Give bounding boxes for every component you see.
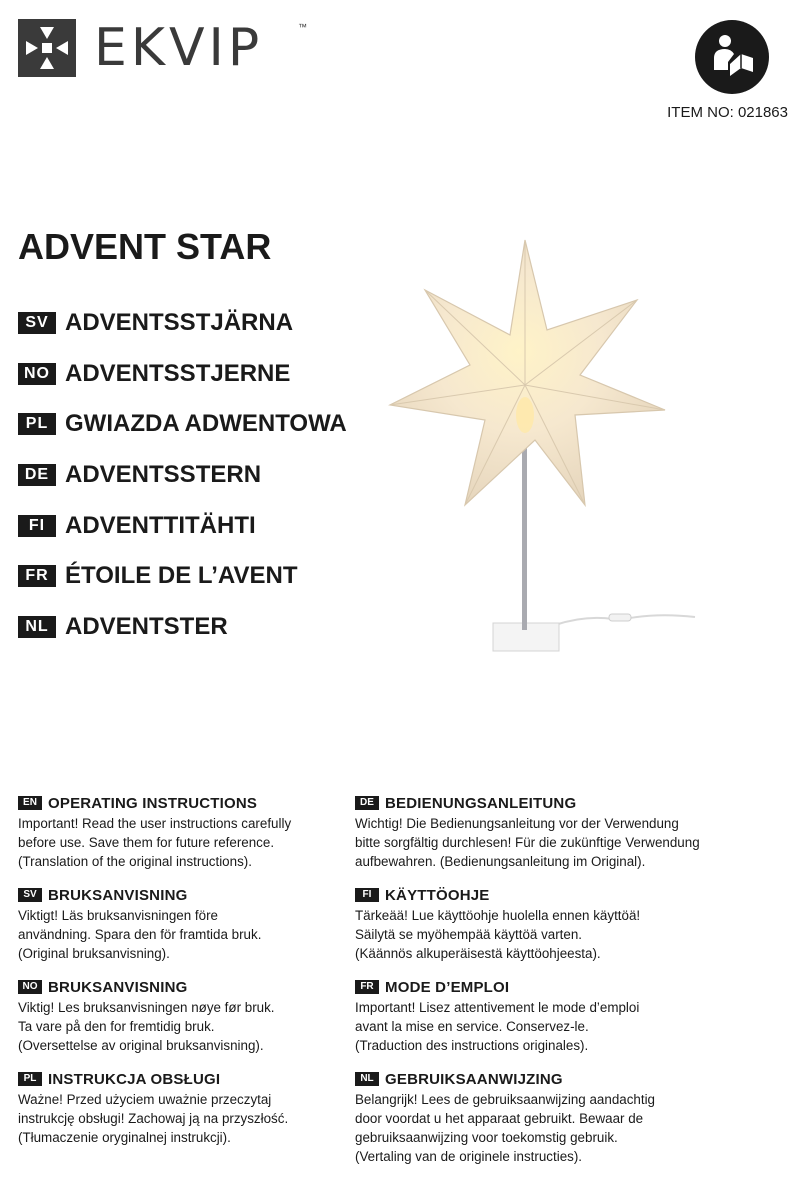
text-line: gebruiksaanwijzing voor toekomstig gebruik. (355, 1130, 618, 1145)
read-manual-icon (695, 20, 769, 94)
language-badge: NO (18, 980, 42, 994)
translated-title: GWIAZDA ADWENTOWA (65, 410, 347, 438)
section-title: OPERATING INSTRUCTIONS (48, 794, 258, 812)
text-line: användning. Spara den för framtida bruk. (18, 927, 262, 942)
language-badge: SV (18, 888, 42, 902)
section-title: GEBRUIKSAANWIJZING (385, 1070, 563, 1088)
instruction-section (18, 792, 358, 871)
translated-title-row (18, 602, 347, 653)
instructions-right-column (355, 792, 755, 1179)
section-text (18, 998, 358, 1055)
section-text (355, 814, 755, 871)
language-badge: DE (355, 796, 379, 810)
language-badge: FI (18, 515, 56, 537)
instruction-section (18, 976, 358, 1055)
language-badge: FR (355, 980, 379, 994)
translated-title: ADVENTSSTJÄRNA (65, 309, 294, 337)
text-line: Ta vare på den for fremtidig bruk. (18, 1019, 215, 1034)
text-line: before use. Save them for future reference. (18, 835, 275, 850)
brand-logo (18, 18, 307, 78)
section-title: BRUKSANVISNING (48, 978, 188, 996)
translated-title-row (18, 298, 347, 349)
translated-title-row (18, 551, 347, 602)
text-line: Important! Lisez attentivement le mode d’emploi (355, 1000, 640, 1015)
section-text (355, 1090, 755, 1166)
translated-title: ADVENTSSTERN (65, 461, 262, 489)
translated-title: ADVENTSSTJERNE (65, 359, 291, 387)
text-line: Belangrijk! Lees de gebruiksaanwijzing aandachtig (355, 1092, 655, 1107)
translated-titles (18, 298, 347, 652)
text-line: instrukcję obsługi! Zachowaj ją na przyszłość. (18, 1111, 289, 1126)
text-line: Säilytä se myöhempää käyttöä varten. (355, 927, 583, 942)
text-line: Tärkeää! Lue käyttöohje huolella ennen käyttöä! (355, 908, 641, 923)
page-title: ADVENT STAR (18, 226, 272, 267)
section-text (355, 906, 755, 963)
section-title: BRUKSANVISNING (48, 886, 188, 904)
instruction-section (355, 884, 755, 963)
language-badge: FR (18, 565, 56, 587)
translated-title: ADVENTSTER (65, 612, 228, 640)
language-badge: SV (18, 312, 56, 334)
text-line: (Tłumaczenie oryginalnej instrukcji). (18, 1130, 231, 1145)
text-line: avant la mise en service. Conservez-le. (355, 1019, 589, 1034)
language-badge: PL (18, 1072, 42, 1086)
text-line: (Traduction des instructions originales). (355, 1038, 589, 1053)
translated-title: ADVENTTITÄHTI (65, 511, 256, 539)
language-badge: FI (355, 888, 379, 902)
text-line: (Käännös alkuperäisestä käyttöohjeesta). (355, 946, 601, 961)
translated-title: ÉTOILE DE L’AVENT (65, 562, 298, 590)
section-title: BEDIENUNGSANLEITUNG (385, 794, 577, 812)
text-line: Viktigt! Läs bruksanvisningen före (18, 908, 218, 923)
language-badge: NO (18, 363, 56, 385)
section-text (355, 998, 755, 1055)
instructions-left-column (18, 792, 358, 1160)
translated-title-row (18, 450, 347, 501)
section-text (18, 906, 358, 963)
language-badge: NL (18, 616, 56, 638)
instruction-section (18, 884, 358, 963)
advent-star-lamp-image (385, 235, 700, 655)
section-title: KÄYTTÖOHJE (385, 886, 490, 904)
language-badge: NL (355, 1072, 379, 1086)
text-line: (Translation of the original instructions). (18, 854, 252, 869)
language-badge: PL (18, 413, 56, 435)
section-title: INSTRUKCJA OBSŁUGI (48, 1070, 221, 1088)
language-badge: EN (18, 796, 42, 810)
instruction-section (355, 976, 755, 1055)
language-badge: DE (18, 464, 56, 486)
text-line: Important! Read the user instructions carefully (18, 816, 292, 831)
translated-title-row (18, 349, 347, 400)
instruction-section (355, 792, 755, 871)
text-line: (Original bruksanvisning). (18, 946, 170, 961)
section-title: MODE D’EMPLOI (385, 978, 510, 996)
text-line: Ważne! Przed użyciem uważnie przeczytaj (18, 1092, 272, 1107)
text-line: bitte sorgfältig durchlesen! Für die zukünftige Verwendung (355, 835, 700, 850)
text-line: Viktig! Les bruksanvisningen nøye før bruk. (18, 1000, 275, 1015)
text-line: Wichtig! Die Bedienungsanleitung vor der Verwendung (355, 816, 679, 831)
brand-name: EKVIP (94, 18, 264, 78)
text-line: (Vertaling van de originele instructies). (355, 1149, 583, 1164)
section-text (18, 1090, 358, 1147)
text-line: aufbewahren. (Bedienungsanleitung im Original). (355, 854, 646, 869)
text-line: (Oversettelse av original bruksanvisning). (18, 1038, 264, 1053)
ekvip-logo-icon (18, 19, 76, 77)
translated-title-row (18, 500, 347, 551)
translated-title-row (18, 399, 347, 450)
text-line: door voordat u het apparaat gebruikt. Bewaar de (355, 1111, 644, 1126)
instruction-section (355, 1068, 755, 1166)
trademark-symbol: ™ (298, 22, 307, 32)
section-text (18, 814, 358, 871)
item-number: ITEM NO: 021863 (667, 104, 788, 121)
instruction-section (18, 1068, 358, 1147)
